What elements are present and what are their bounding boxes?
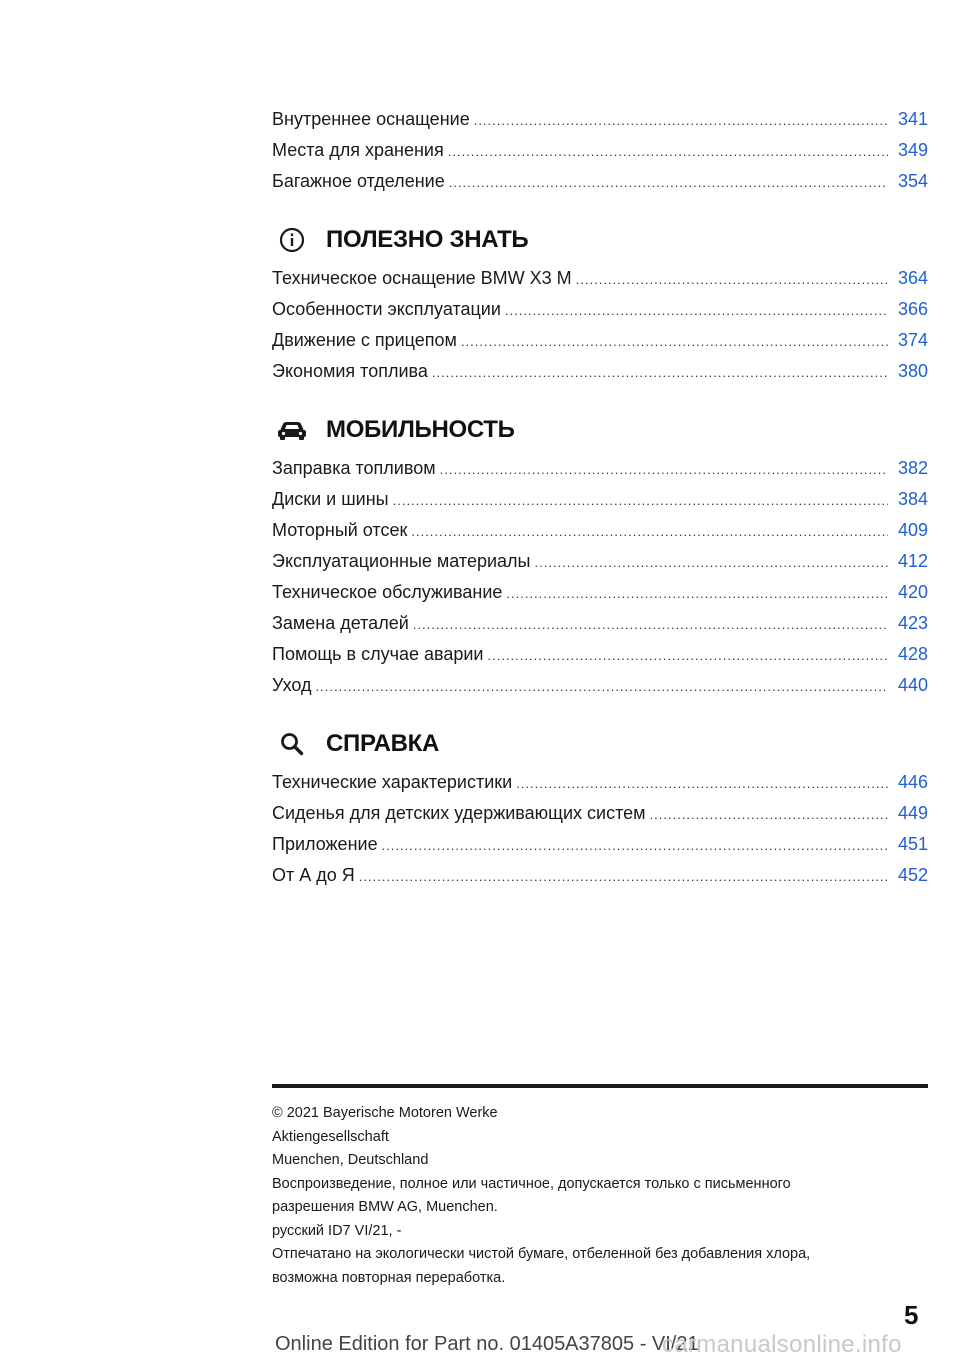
section-title: МОБИЛЬНОСТЬ [326,416,515,443]
toc-entry-label: Диски и шины [272,489,389,509]
imprint-line: © 2021 Bayerische Motoren Werke [272,1105,498,1121]
car-icon [272,413,312,447]
dot-leader [316,671,888,702]
toc-entry[interactable] [272,767,928,798]
toc-entry-label: От А до Я [272,865,355,885]
info-icon [272,223,312,257]
toc-entry-label: Заправка топливом [272,458,436,478]
toc-entry[interactable] [272,325,928,356]
toc-entry-page[interactable]: 382 [897,458,928,478]
toc-entry[interactable] [272,294,928,325]
table-of-contents [272,104,928,891]
toc-entry[interactable] [272,860,928,891]
toc-entry[interactable] [272,829,928,860]
dot-leader [382,830,888,861]
toc-entry-label: Эксплуатационные материалы [272,551,531,571]
toc-entry-page[interactable]: 449 [897,803,928,823]
toc-entry-label: Технические характеристики [272,772,513,792]
dot-leader [449,167,888,198]
toc-entry[interactable] [272,104,928,135]
toc-entry-page[interactable]: 446 [897,772,928,792]
toc-entry[interactable] [272,484,928,515]
dot-leader [535,547,888,578]
toc-entry-page[interactable]: 384 [897,489,928,509]
dot-leader [506,578,888,609]
dot-leader [411,516,888,547]
toc-entry-page[interactable]: 354 [897,171,928,191]
dot-leader [474,105,888,136]
imprint-block [272,1102,892,1290]
toc-entry[interactable] [272,577,928,608]
toc-entry-label: Приложение [272,834,378,854]
toc-entry-label: Техническое обслуживание [272,582,503,602]
toc-entry-page[interactable]: 380 [897,361,928,381]
toc-entry-label: Экономия топлива [272,361,428,381]
dot-leader [461,326,888,357]
imprint-line: Воспроизведение, полное или частичное, допускается только с письменного [272,1175,791,1192]
footer-divider [272,1084,928,1088]
section-title: СПРАВКА [326,730,440,757]
toc-top-group [272,104,928,197]
toc-entry-page[interactable]: 423 [897,613,928,633]
toc-entry-page[interactable]: 409 [897,520,928,540]
page-number: 5 [904,1300,919,1330]
dot-leader [393,485,888,516]
toc-entry-page[interactable]: 412 [897,551,928,571]
toc-entry-label: Помощь в случае аварии [272,644,484,664]
section-header-useful [272,223,928,257]
toc-entry[interactable] [272,546,928,577]
site-watermark: carmanualsonline.info [662,1331,902,1358]
imprint-line: возможна повторная переработка. [272,1269,506,1286]
dot-leader [440,454,888,485]
imprint-line: Aktiengesellschaft [272,1128,389,1145]
section-header-reference [272,727,928,761]
imprint-line: разрешения BMW AG, Muenchen. [272,1199,498,1215]
toc-entry-page[interactable]: 451 [897,834,928,854]
online-edition-footer: Online Edition for Part no. 01405A37805 - VI/21 [275,1333,699,1355]
toc-entry-page[interactable]: 440 [897,675,928,695]
toc-entry-label: Внутреннее оснащение [272,109,470,129]
toc-entry-page[interactable]: 349 [897,140,928,160]
toc-entry-label: Замена деталей [272,613,409,633]
toc-entry-page[interactable]: 374 [897,330,928,350]
dot-leader [488,640,888,671]
toc-entry[interactable] [272,166,928,197]
toc-entry-page[interactable]: 452 [897,865,928,885]
imprint-line: Muenchen, Deutschland [272,1152,429,1168]
dot-leader [505,295,888,326]
toc-entry[interactable] [272,670,928,701]
toc-entry-label: Моторный отсек [272,520,408,540]
section-items [272,263,928,387]
dot-leader [576,264,888,295]
toc-entry-page[interactable]: 364 [897,268,928,288]
toc-entry-label: Особенности эксплуатации [272,299,501,319]
toc-entry-label: Места для хранения [272,140,444,160]
toc-entry[interactable] [272,356,928,387]
imprint-line: Отпечатано на экологически чистой бумаге, отбеленной без добавления хлора, [272,1246,811,1262]
dot-leader [413,609,888,640]
toc-entry-label: Сиденья для детских удерживающих систем [272,803,646,823]
toc-entry-label: Движение с прицепом [272,330,457,350]
toc-entry[interactable] [272,263,928,294]
dot-leader [516,768,888,799]
dot-leader [432,357,888,388]
toc-entry[interactable] [272,135,928,166]
toc-entry-page[interactable]: 341 [897,109,928,129]
toc-entry-label: Багажное отделение [272,171,445,191]
toc-entry-label: Уход [272,675,312,695]
toc-entry[interactable] [272,453,928,484]
toc-entry-label: Техническое оснащение BMW X3 M [272,268,572,288]
toc-entry[interactable] [272,515,928,546]
toc-entry-page[interactable]: 366 [897,299,928,319]
section-header-mobility [272,413,928,447]
dot-leader [359,861,888,892]
section-title: ПОЛЕЗНО ЗНАТЬ [326,226,529,253]
toc-entry-page[interactable]: 428 [897,644,928,664]
section-items [272,767,928,891]
toc-entry[interactable] [272,608,928,639]
dot-leader [448,136,888,167]
search-icon [272,727,312,761]
section-items [272,453,928,701]
toc-entry[interactable] [272,639,928,670]
toc-entry-page[interactable]: 420 [897,582,928,602]
toc-entry[interactable] [272,798,928,829]
dot-leader [650,799,888,830]
imprint-line: русский ID7 VI/21, - [272,1222,402,1239]
